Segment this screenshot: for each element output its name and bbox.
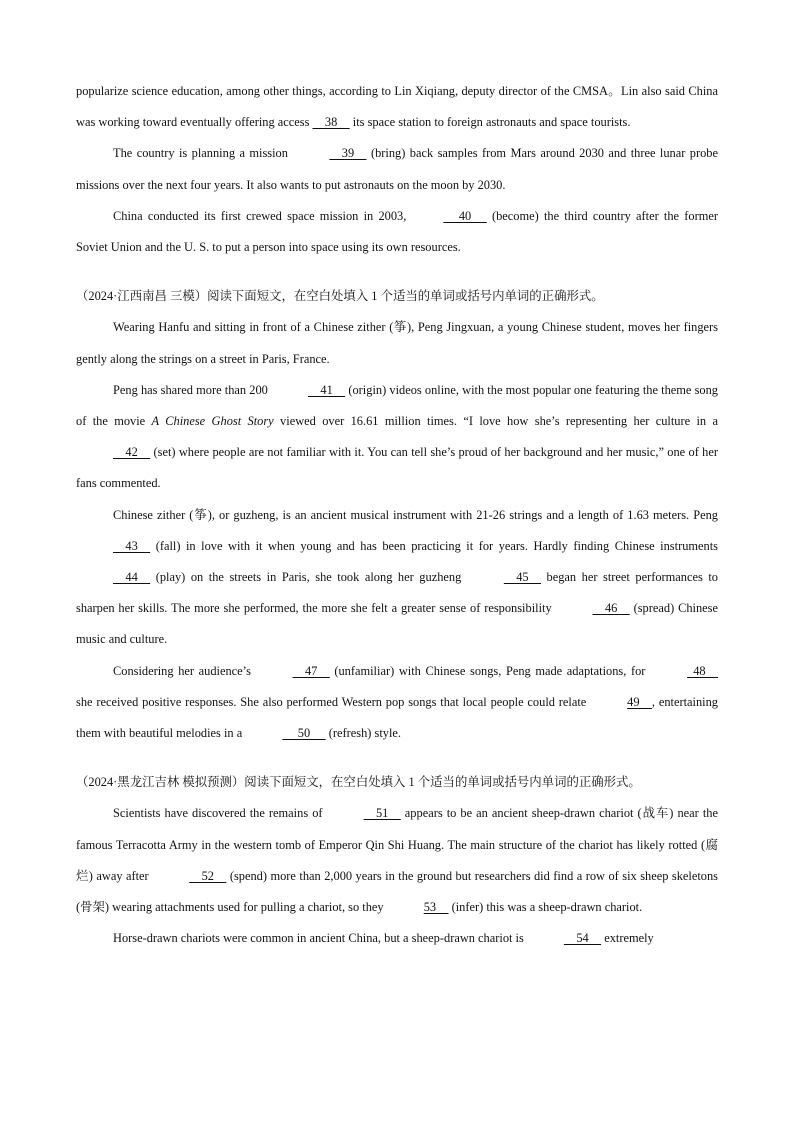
text: (bring) back samples from Mars around 2030 and three lunar probe missions over the next four years. It also wants to put astronauts on the moon by 2030.	[76, 146, 718, 192]
passage2-paragraph-2	[76, 375, 718, 500]
text: (spread) Chinese music and culture.	[76, 601, 718, 647]
blank-52[interactable]: 52	[189, 868, 227, 883]
text: (fall) in love with it when young and has been practicing it for years. Hardly finding Chinese instruments	[150, 538, 718, 553]
text: Considering her audience’s	[113, 663, 256, 678]
blank-43[interactable]: 43	[113, 538, 151, 553]
text: (become) the third country after the former Soviet Union and the U. S. to put a person into space using its own resources.	[76, 208, 718, 255]
blank-54[interactable]: 54	[563, 931, 602, 946]
text: viewed over 16.61 million times. “I love how she’s representing her culture in a	[273, 414, 718, 429]
passage1-paragraph-1	[76, 76, 718, 138]
blank-45[interactable]: 45	[503, 570, 541, 585]
blank-42[interactable]: 42	[113, 445, 151, 460]
text: The country is planning a mission	[113, 146, 293, 161]
blank-50[interactable]: 50	[282, 726, 326, 741]
text: appears to be an ancient sheep-drawn chariot (战车) near the famous Terracotta Army in the western tomb of Emperor Qin Shi Huang. The main structure of the chariot has likely rotted (腐烂) away after	[76, 806, 719, 883]
blank-47[interactable]: 47	[292, 663, 330, 678]
passage2-paragraph-3	[76, 500, 718, 656]
passage3-heading: （2024·黑龙江吉林 模拟预测）阅读下面短文，在空白处填入 1 个适当的单词或括号内单词的正确形式。	[76, 775, 641, 790]
blank-48[interactable]: 48	[687, 663, 718, 678]
text: (unfamiliar) with Chinese songs, Peng made adaptations, for	[329, 663, 651, 678]
text: began her street performances to sharpen her skills. The more she performed, the more she felt a greater sense of responsibility	[76, 570, 719, 616]
blank-46[interactable]: 46	[592, 601, 630, 616]
blank-53[interactable]: 53	[423, 900, 449, 915]
text: Horse-drawn chariots were common in ancient China, but a sheep-drawn chariot is	[113, 931, 527, 946]
passage3-paragraph-2	[76, 923, 718, 954]
passage1-paragraph-3	[76, 201, 718, 263]
blank-38[interactable]: 38	[312, 115, 350, 130]
text: (infer) this was a sheep-drawn chariot.	[448, 900, 643, 915]
passage2-paragraph-1: Wearing Hanfu and sitting in front of a Chinese zither (筝), Peng Jingxuan, a young Chinese student, moves her fingers gently along the strings on a street in Paris, France.	[76, 320, 718, 366]
text: (set) where people are not familiar with it. You can tell she’s proud of her background and her music,” one of her fans commented.	[76, 445, 718, 491]
text: (spend) more than 2,000 years in the ground but researchers did find a row of six sheep skeletons (骨架) wearing attachments used for pulling a chariot, so they	[76, 868, 718, 915]
text: Chinese zither (筝), or guzheng, is an ancient musical instrument with 21-26 strings and a length of 1.63 meters. Peng	[113, 507, 718, 522]
text: its space station to foreign astronauts and space tourists.	[349, 115, 631, 130]
blank-39[interactable]: 39	[329, 146, 367, 161]
movie-title: A Chinese Ghost Story	[151, 414, 274, 429]
blank-40[interactable]: 40	[443, 208, 487, 223]
text: (refresh) style.	[325, 726, 402, 741]
text: popularize science education, among other things, according to Lin Xiqiang, deputy director of the CMSA。Lin also said China was working toward eventually offering access	[76, 84, 718, 130]
passage2-heading: （2024·江西南昌 三模）阅读下面短文，在空白处填入 1 个适当的单词或括号内单词的正确形式。	[76, 289, 604, 304]
text: extremely	[601, 931, 654, 946]
text: (origin) videos online, with the most popular one featuring the theme song of the movie	[76, 382, 718, 429]
text: she received positive responses. She also performed Western pop songs that local people could relate	[76, 694, 591, 709]
text: Scientists have discovered the remains of	[113, 806, 327, 821]
document-page	[76, 76, 718, 954]
text: , entertaining them with beautiful melodies in a	[76, 694, 719, 741]
passage3-paragraph-1	[76, 798, 718, 923]
text: China conducted its first crewed space mission in 2003,	[113, 208, 407, 223]
passage1-paragraph-2	[76, 138, 718, 200]
blank-44[interactable]: 44	[113, 570, 151, 585]
text: (play) on the streets in Paris, she took along her guzheng	[150, 570, 467, 585]
passage2-paragraph-4	[76, 656, 718, 750]
blank-49[interactable]: 49	[627, 694, 652, 709]
blank-51[interactable]: 51	[363, 806, 401, 821]
blank-41[interactable]: 41	[308, 382, 346, 397]
text: Peng has shared more than 200	[113, 382, 272, 397]
